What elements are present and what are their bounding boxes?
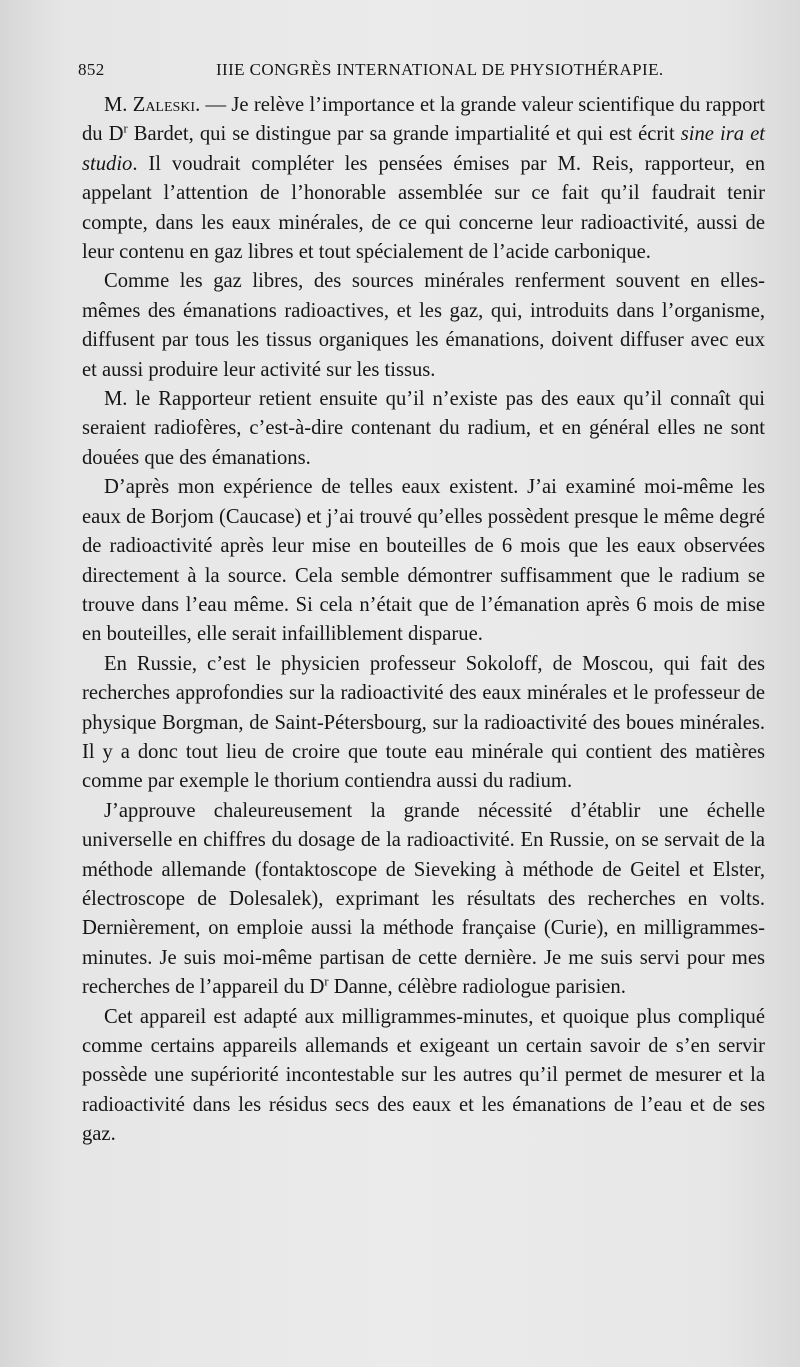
paragraph-zaleski-intro xyxy=(82,91,765,267)
running-title: IIIE CONGRÈS INTERNATIONAL DE PHYSIOTHÉRAPIE. xyxy=(216,60,664,79)
paragraph-rapporteur: M. le Rapporteur retient ensuite qu’il n’existe pas des eaux qu’il connaît qui seraient radiofères, c’est-à-dire contenant du radium, et en général elles ne sont douées que des émanations. xyxy=(82,388,765,469)
superscript: r xyxy=(324,974,329,989)
paragraph-borjom: D’après mon expérience de telles eaux existent. J’ai examiné moi-même les eaux de Borjom (Caucase) et j’ai trouvé qu’elles possèdent presque le même degré de radioactivité après leur mise en bouteilles de 6 mois que les eaux observées directement à la source. Cela semble démontrer suffisamment que le radium se trouve dans l’eau même. Si cela n’était que de l’émanation après 6 mois de mise en bouteilles, elle serait infailliblement disparue. xyxy=(82,476,765,646)
paragraph-appareil: Cet appareil est adapté aux milligrammes-minutes, et quoique plus compliqué comme certains appareils allemands et exigeant un certain savoir de s’en servir possède une supériorité incontestable sur les autres qu’il permet de mesurer et la radioactivité dans les résidus secs des eaux et les émanations de l’eau et de ses gaz. xyxy=(82,1005,765,1146)
paragraph-text: Danne, célèbre radiologue parisien. xyxy=(328,976,626,999)
body-text xyxy=(82,91,765,1150)
speaker-name: M. Zaleski. xyxy=(104,94,201,116)
paragraph-gaz-libres: Comme les gaz libres, des sources minérales renferment souvent en elles-mêmes des émanations radioactives, et les gaz, qui, introduits dans l’organisme, diffusent par tous les tissus organiques les émanations, doivent diffuser avec eux et aussi produire leur activité sur les tissus. xyxy=(82,270,765,381)
page-header xyxy=(78,60,718,84)
latin-phrase: sine ira et studio xyxy=(82,123,765,175)
paragraph-text: J’approuve chaleureusement la grande nécessité d’établir une échelle universelle en chiffres du dosage de la radioactivité. En Russie, on se servait de la méthode allemande (fontaktoscope de Sieveking à méthode de Geitel et Elster, électroscope de Dolesalek), exprimant les résultats des recherches en volts. Dernièrement, on emploie aussi la méthode française (Curie), en milligrammes-minutes. Je suis moi-même partisan de cette dernière. Je me suis servi pour mes recherches de l’appareil du D xyxy=(82,799,765,999)
paragraph-text: — Je relève l’importance et la grande valeur scientifique du rapport du D xyxy=(82,94,765,146)
paragraph-russie: En Russie, c’est le physicien professeur Sokoloff, de Moscou, qui fait des recherches approfondies sur la radioactivité des eaux minérales et le professeur de physique Borgman, de Saint-Pétersbourg, sur la radioactivité des boues minérales. Il y a donc tout lieu de croire que toute eau minérale qui contient des matières comme par exemple le thorium contiendra aussi du radium. xyxy=(82,652,765,793)
page-number: 852 xyxy=(78,60,105,79)
paragraph-text: . Il voudrait compléter les pensées émises par M. Reis, rapporteur, en appelant l’attention de l’honorable assemblée sur ce fait qu’il faudrait tenir compte, dans les eaux minérales, de ce qui concerne leur radioactivité, aussi de leur contenu en gaz libres et tout spécialement de l’acide carbonique. xyxy=(82,152,765,264)
paragraph-text: Bardet, qui se distingue par sa grande impartialité et qui est écrit xyxy=(127,123,681,146)
superscript: r xyxy=(123,122,128,136)
paragraph-echelle xyxy=(82,797,765,1003)
